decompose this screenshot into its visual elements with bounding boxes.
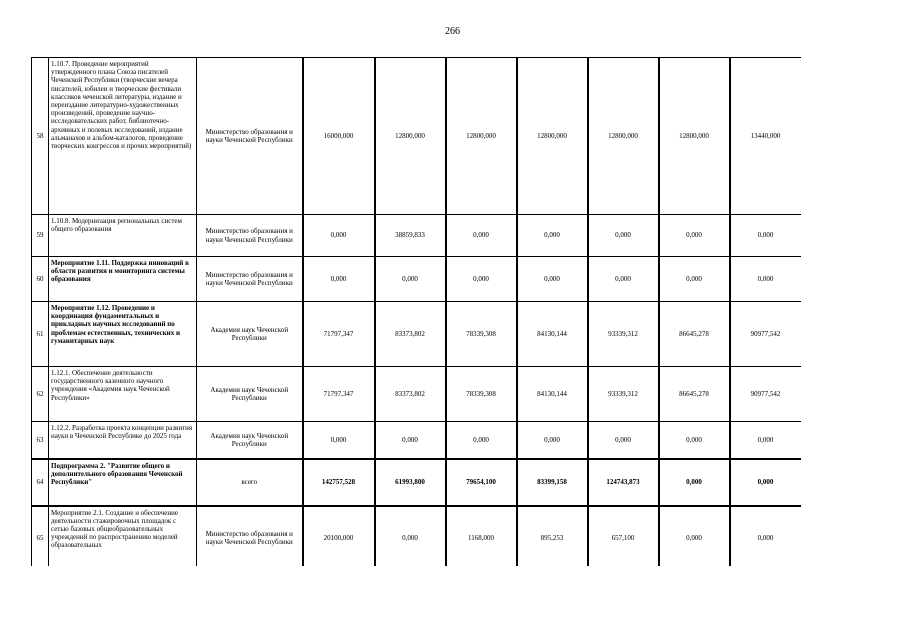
- row-value: 84130,144: [517, 302, 588, 367]
- row-value: 0,000: [446, 422, 517, 459]
- row-description: Мероприятие 1.12. Проведение и координация фундаментальных и прикладных научных исследований по проблемам естественных, технических и гуманитарных наук: [49, 302, 197, 367]
- row-value: 1168,000: [446, 506, 517, 567]
- row-organization: Академия наук Чеченской Республики: [197, 422, 303, 459]
- row-value: 0,000: [303, 257, 375, 302]
- table-row: [32, 506, 802, 567]
- row-value: 93339,312: [588, 367, 659, 422]
- row-value: 0,000: [730, 215, 802, 257]
- row-value: 83373,802: [375, 367, 446, 422]
- row-value: 0,000: [375, 422, 446, 459]
- row-value: 0,000: [375, 257, 446, 302]
- row-number: 61: [32, 302, 49, 367]
- row-value: 0,000: [446, 257, 517, 302]
- row-description: Мероприятие 2.1. Создание и обеспечение деятельности стажировочных площадок с сетью базовых общеобразовательных учреждений по распространению моделей образовательных: [49, 506, 197, 567]
- row-value: 78339,308: [446, 302, 517, 367]
- row-value: 12800,000: [446, 58, 517, 215]
- row-value: 71797,347: [303, 367, 375, 422]
- row-value: 0,000: [375, 506, 446, 567]
- row-value: 16000,000: [303, 58, 375, 215]
- row-description: 1.12.1. Обеспечение деятельности государственного казенного научного учреждения «Академия наук Чеченской Республики»: [49, 367, 197, 422]
- row-value: 86645,278: [659, 367, 730, 422]
- row-number: 58: [32, 58, 49, 215]
- table-row: [32, 58, 802, 215]
- table-row: [32, 215, 802, 257]
- row-organization: всего: [197, 459, 303, 506]
- row-organization: Министерство образования и науки Чеченской Республики: [197, 257, 303, 302]
- row-value: 142757,528: [303, 459, 375, 506]
- row-value: 61993,800: [375, 459, 446, 506]
- row-organization: Министерство образования и науки Чеченской Республики: [197, 215, 303, 257]
- row-value: 79654,100: [446, 459, 517, 506]
- row-organization: Министерство образования и науки Чеченской Республики: [197, 506, 303, 567]
- row-number: 62: [32, 367, 49, 422]
- row-value: 12800,000: [659, 58, 730, 215]
- row-value: 124743,873: [588, 459, 659, 506]
- row-value: 13440,000: [730, 58, 802, 215]
- page-number: 266: [445, 26, 460, 37]
- row-value: 71797,347: [303, 302, 375, 367]
- row-description: Подпрограмма 2. "Развитие общего и дополнительного образования Чеченской Республики": [49, 459, 197, 506]
- table-row: [32, 302, 802, 367]
- row-value: 0,000: [588, 215, 659, 257]
- row-value: 84130,144: [517, 367, 588, 422]
- row-value: 0,000: [659, 215, 730, 257]
- table-row: [32, 459, 802, 506]
- row-organization: Академия наук Чеченской Республики: [197, 367, 303, 422]
- row-value: 0,000: [588, 257, 659, 302]
- row-value: 0,000: [659, 422, 730, 459]
- row-value: 12800,000: [375, 58, 446, 215]
- row-value: 90977,542: [730, 302, 802, 367]
- budget-table: [31, 57, 801, 566]
- row-value: 0,000: [588, 422, 659, 459]
- row-value: 78339,308: [446, 367, 517, 422]
- row-value: 0,000: [659, 257, 730, 302]
- row-value: 0,000: [730, 506, 802, 567]
- row-value: 0,000: [730, 459, 802, 506]
- row-value: 90977,542: [730, 367, 802, 422]
- row-number: 63: [32, 422, 49, 459]
- table-row: [32, 367, 802, 422]
- row-organization: Академия наук Чеченской Республики: [197, 302, 303, 367]
- row-number: 59: [32, 215, 49, 257]
- row-value: 83399,158: [517, 459, 588, 506]
- row-value: 38859,833: [375, 215, 446, 257]
- row-value: 0,000: [517, 257, 588, 302]
- row-value: 895,253: [517, 506, 588, 567]
- row-value: 93339,312: [588, 302, 659, 367]
- row-value: 0,000: [730, 257, 802, 302]
- row-value: 20100,000: [303, 506, 375, 567]
- row-number: 60: [32, 257, 49, 302]
- row-value: 12800,000: [517, 58, 588, 215]
- row-number: 65: [32, 506, 49, 567]
- row-value: 0,000: [517, 215, 588, 257]
- row-value: 86645,278: [659, 302, 730, 367]
- row-description: Мероприятие 1.11. Поддержка инноваций в области развития и мониторинга системы образования: [49, 257, 197, 302]
- row-value: 0,000: [303, 215, 375, 257]
- row-value: 0,000: [730, 422, 802, 459]
- row-value: 0,000: [446, 215, 517, 257]
- row-description: 1.12.2. Разработка проекта концепции развития науки в Чеченской Республике до 2025 года: [49, 422, 197, 459]
- row-value: 0,000: [517, 422, 588, 459]
- row-number: 64: [32, 459, 49, 506]
- row-description: 1.10.7. Проведение мероприятий утвержденного плана Союза писателей Чеченской Республики (творческие вечера писателей, юбилеи и творческие фестивали классиков чеченской литературы, издание и переиздание литературно-художественных произведений, проведение научно-исследовательских работ, библиотечно-архивных и полевых исследований, издание альманахов и альбом-каталогов, проведение творческих конгрессов и прочих мероприятий): [49, 58, 197, 215]
- table-row: [32, 257, 802, 302]
- row-value: 12800,000: [588, 58, 659, 215]
- row-value: 657,100: [588, 506, 659, 567]
- row-value: 83373,802: [375, 302, 446, 367]
- row-value: 0,000: [303, 422, 375, 459]
- row-value: 0,000: [659, 459, 730, 506]
- budget-table-container: [31, 57, 801, 566]
- row-value: 0,000: [659, 506, 730, 567]
- row-organization: Министерство образования и науки Чеченской Республики: [197, 58, 303, 215]
- row-description: 1.10.8. Модернизация региональных систем общего образования: [49, 215, 197, 257]
- table-row: [32, 422, 802, 459]
